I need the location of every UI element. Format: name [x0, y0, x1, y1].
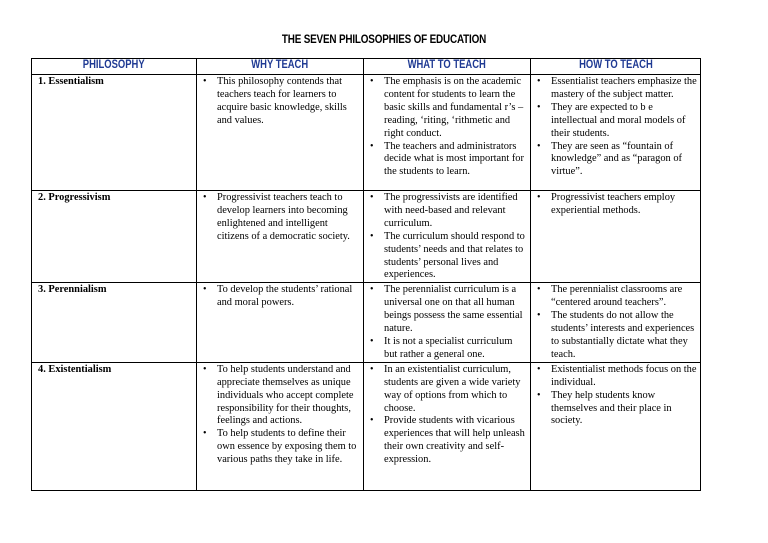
bullet-item: • Essentialist teachers emphasize the mastery of the subject matter.: [534, 76, 697, 102]
table-row: [32, 75, 701, 191]
bullet-item: • To help students understand and appreciate themselves as unique individuals who accept complete responsibility for their thoughts, feelings and actions.: [200, 364, 360, 429]
bullet-list: [534, 364, 697, 429]
bullet-item: • The teachers and administrators decide what is most important for the students to learn.: [367, 141, 527, 180]
how-cell: [531, 362, 701, 490]
philosophy-name: 4. Existentialism: [32, 362, 197, 490]
bullet-item: • They are seen as “fountain of knowledge” and as “paragon of virtue”.: [534, 141, 697, 180]
what-cell: [364, 191, 531, 283]
bullet-item: • Progressivist teachers teach to develop learners into becoming enlightened and intelligent citizens of a democratic society.: [200, 192, 360, 244]
bullet-item: • It is not a specialist curriculum but rather a general one.: [367, 336, 527, 362]
what-cell: [364, 283, 531, 362]
bullet-item: • Progressivist teachers employ experiential methods.: [534, 192, 697, 218]
bullet-list: [367, 76, 527, 179]
table-row: [32, 191, 701, 283]
bullet-item: • Provide students with vicarious experiences that will help unleash their own creativity and self-expression.: [367, 415, 527, 467]
header-what-to-teach: WHAT TO TEACH: [364, 59, 531, 75]
how-cell: [531, 283, 701, 362]
bullet-item: • To help students to define their own essence by exposing them to various paths they take in life.: [200, 428, 360, 467]
bullet-item: • Existentialist methods focus on the individual.: [534, 364, 697, 390]
bullet-list: [534, 76, 697, 179]
bullet-item: • In an existentialist curriculum, students are given a wide variety way of options from which to choose.: [367, 364, 527, 416]
table-row: [32, 362, 701, 490]
bullet-item: • To develop the students’ rational and moral powers.: [200, 284, 360, 310]
bullet-item: • The emphasis is on the academic content for students to learn the basic skills and fundamental r’s – reading, ‘riting, ‘rithmetic and right conduct.: [367, 76, 527, 141]
header-philosophy: PHILOSOPHY: [32, 59, 197, 75]
header-how-to-teach: HOW TO TEACH: [531, 59, 701, 75]
philosophy-name: 2. Progressivism: [32, 191, 197, 283]
table-row: [32, 283, 701, 362]
what-cell: [364, 362, 531, 490]
why-cell: [197, 191, 364, 283]
bullet-item: • The students do not allow the students’ interests and experiences to substantially dictate what they teach.: [534, 310, 697, 362]
philosophies-table: [31, 58, 701, 491]
bullet-list: [534, 192, 697, 218]
bullet-list: [367, 192, 527, 282]
bullet-list: [200, 364, 360, 467]
bullet-list: [200, 76, 360, 128]
bullet-item: • They are expected to b e intellectual and moral models of their students.: [534, 102, 697, 141]
why-cell: [197, 283, 364, 362]
how-cell: [531, 75, 701, 191]
document-title: THE SEVEN PHILOSOPHIES OF EDUCATION: [281, 34, 487, 46]
bullet-item: • The progressivists are identified with need-based and relevant curriculum.: [367, 192, 527, 231]
bullet-list: [367, 364, 527, 467]
why-cell: [197, 75, 364, 191]
philosophy-name: 1. Essentialism: [32, 75, 197, 191]
bullet-list: [200, 192, 360, 244]
what-cell: [364, 75, 531, 191]
bullet-item: • The perennialist classrooms are “centered around teachers”.: [534, 284, 697, 310]
bullet-item: • The curriculum should respond to students’ needs and that relates to students’ personal lives and experiences.: [367, 231, 527, 283]
bullet-item: • This philosophy contends that teachers teach for learners to acquire basic knowledge, skills and values.: [200, 76, 360, 128]
header-why-teach: WHY TEACH: [197, 59, 364, 75]
header-row: [32, 59, 701, 75]
bullet-list: [367, 284, 527, 361]
bullet-item: • They help students know themselves and their place in society.: [534, 390, 697, 429]
why-cell: [197, 362, 364, 490]
how-cell: [531, 191, 701, 283]
bullet-list: [534, 284, 697, 361]
philosophy-name: 3. Perennialism: [32, 283, 197, 362]
bullet-item: • The perennialist curriculum is a universal one on that all human beings possess the same essential nature.: [367, 284, 527, 336]
bullet-list: [200, 284, 360, 310]
